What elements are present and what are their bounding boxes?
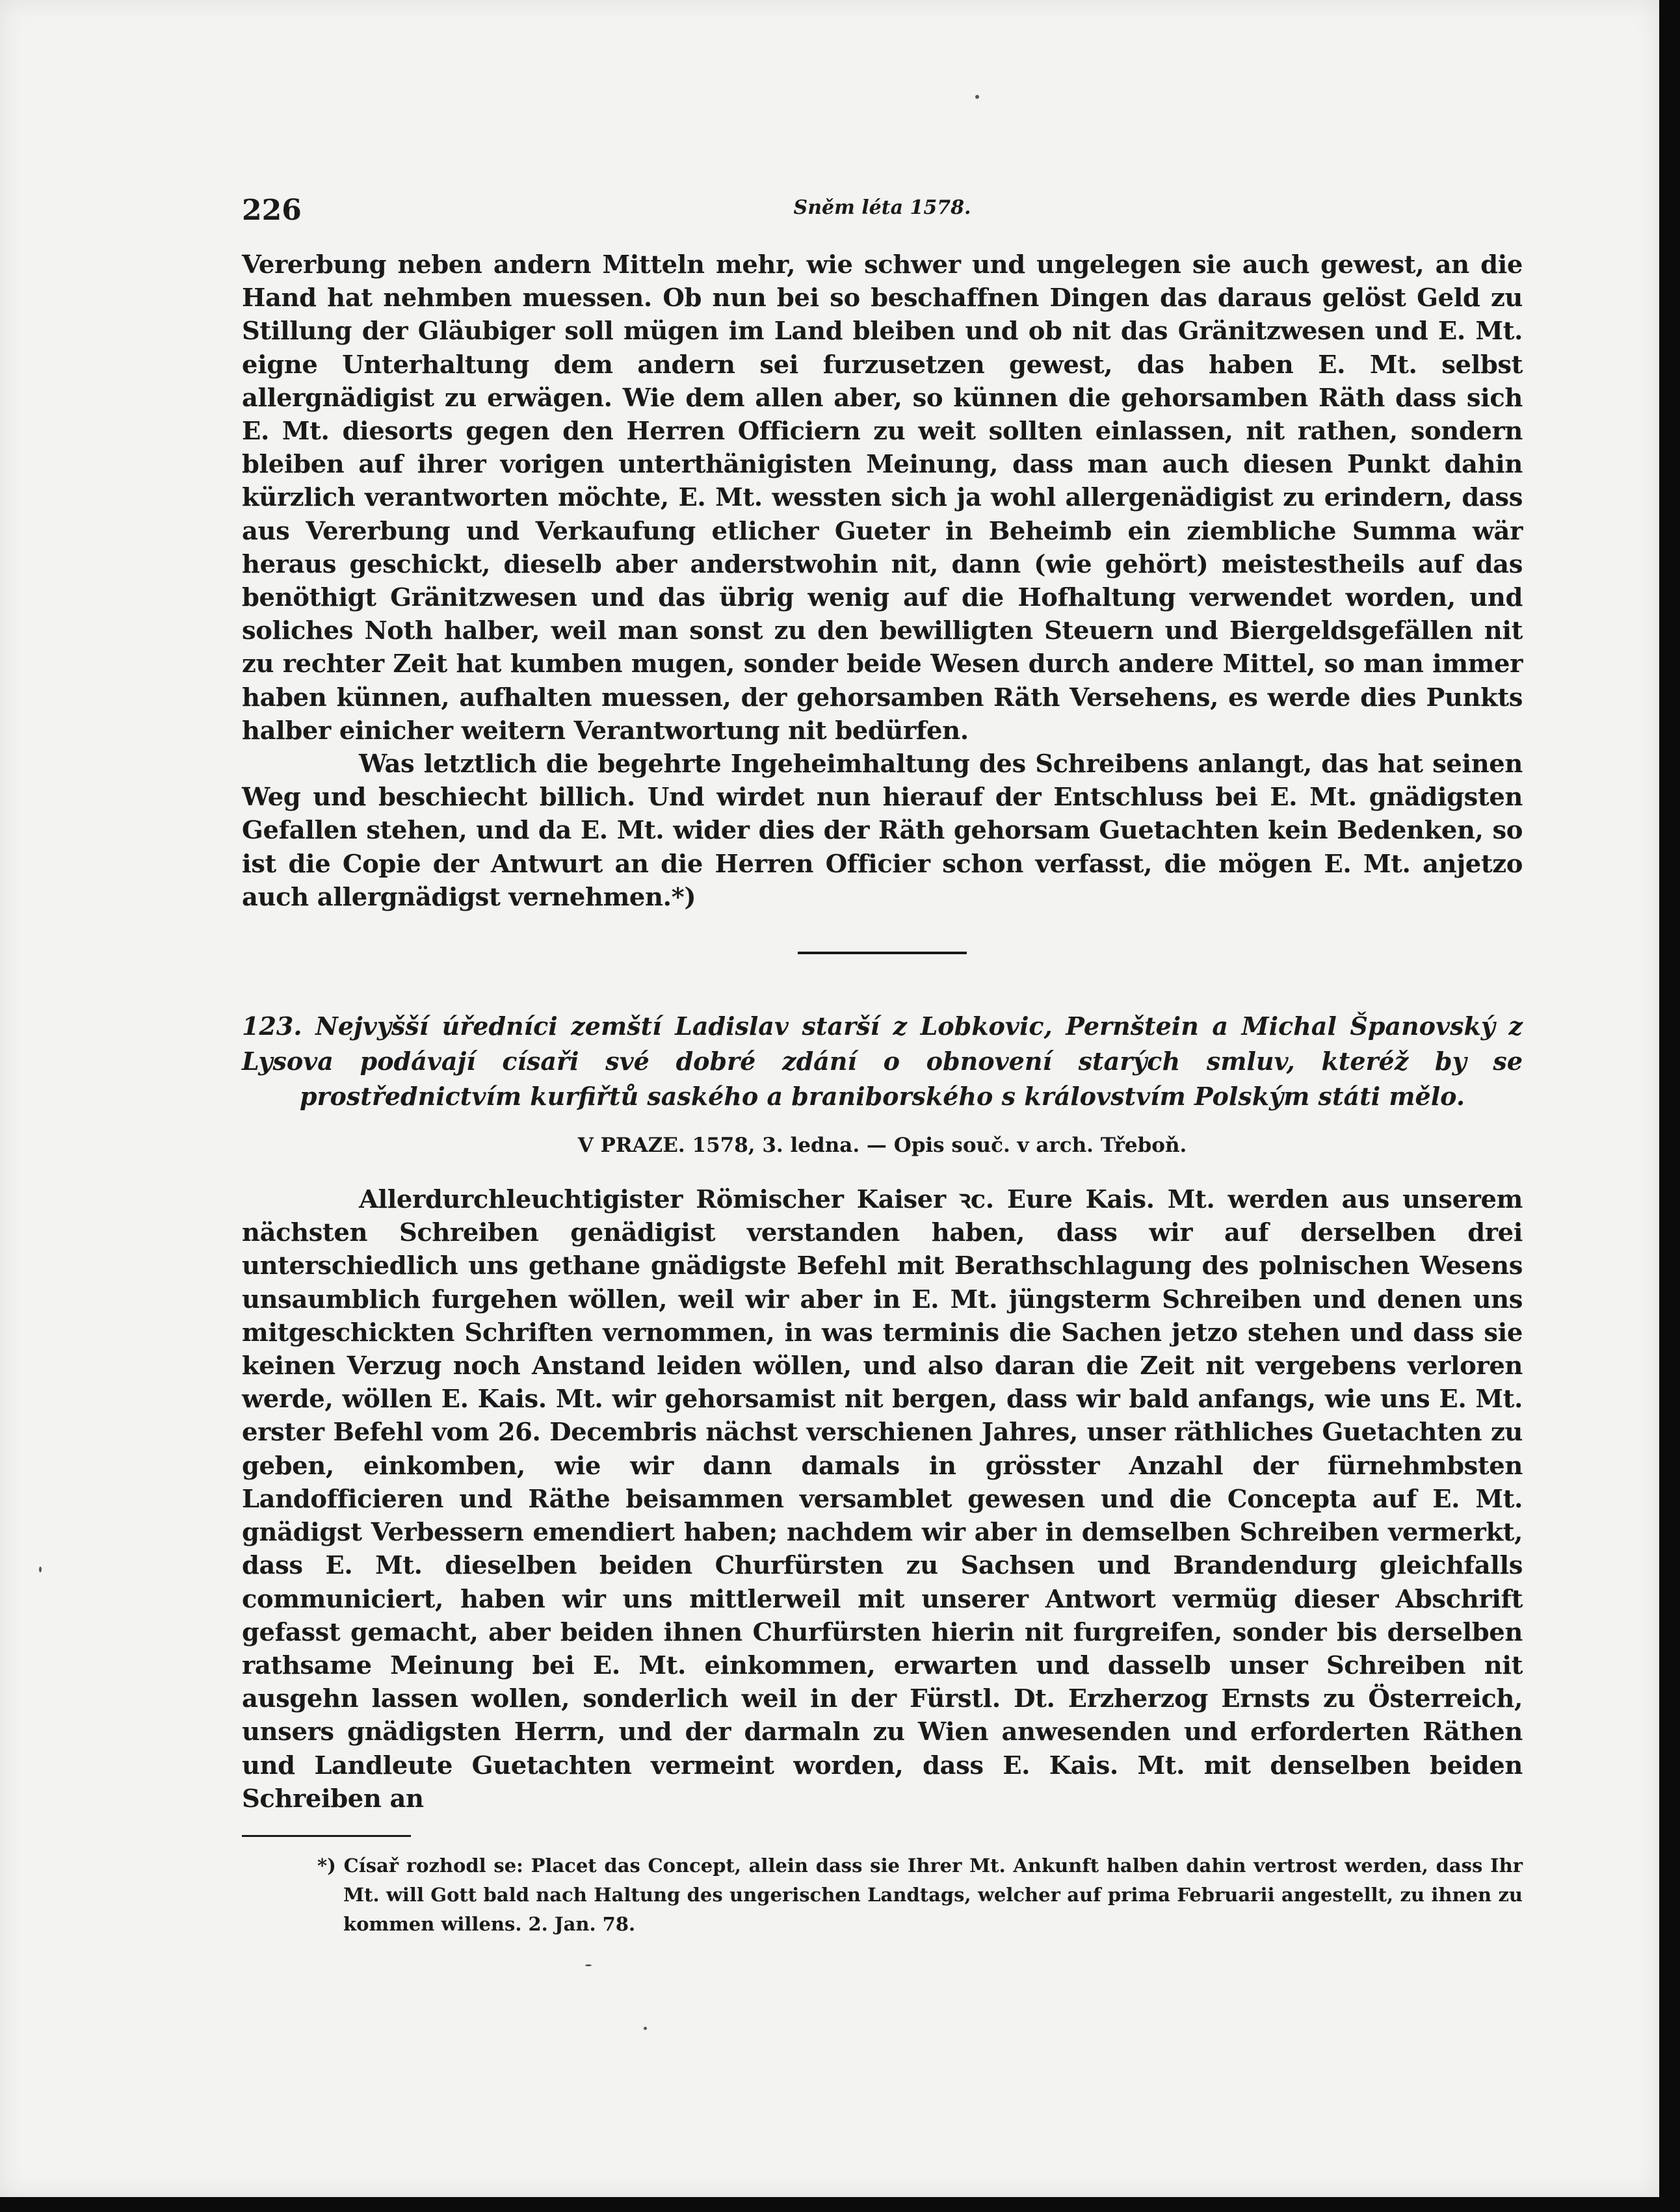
footnote: *) Císař rozhodl se: Placet das Concept, allein dass sie Ihrer Mt. Ankunft halben dahin vertrost werden, dass Ihr Mt. will Gott bald nach Haltung des ungerischen Landtags, welcher auf prima Februarii angestellt, zu ihnen zu kommen willens. 2. Jan. 78. xyxy=(317,1854,1523,1935)
scan-speck xyxy=(975,95,979,99)
letter-body: Allerdurchleuchtigister Römischer Kaiser ꝛc. Eure Kais. Mt. werden aus unserem nächsten Schreiben genädigist verstanden haben, dass wir auf derselben drei unterschiedlich uns gethane gnädigste Befehl mit Berathschlagung des polnischen Wesens unsaumblich furgehen wöllen, weil wir aber in E. Mt. jüngsterm Schreiben und denen uns mitgeschickten Schriften vernommen, in was terminis die Sachen jetzo stehen und dass sie keinen Verzug noch Anstand leiden wöllen, und also daran die Zeit nit vergebens verloren werde, wöllen E. Kais. Mt. wir gehorsamist nit bergen, dass wir bald anfangs, wie uns E. Mt. erster Befehl vom 26. Decembris nächst verschienen Jahres, unser räthliches Guetachten zu geben, einkomben, wie wir dann damals in grösster Anzahl der fürnehmbsten Landofficieren und Räthe beisammen versamblet gewesen und die Concepta auf E. Mt. gnädigst Verbessern emendiert haben; nachdem wir aber in demselben Schreiben vermerkt, dass E. Mt. dieselben beiden Churfürsten zu Sachsen und Brandendurg gleichfalls communiciert, haben wir uns mittlerweil mit unserer Antwort vermüg dieser Abschrift gefasst gemacht, aber beiden ihnen Churfürsten hierin nit furgreifen, sonder bis derselben rathsame Meinung bei E. Mt. einkommen, erwarten und dasselb unser Schreiben nit ausgehn lassen wollen, sonderlich weil in der Fürstl. Dt. Erzherzog Ernsts zu Österreich, unsers gnädigsten Herrn, und der darmaln zu Wien anwesenden und erforderten Räthen und Landleute Guetachten vermeint worden, dass E. Kais. Mt. mit denselben beiden Schreiben an xyxy=(242,1185,1523,1814)
running-head xyxy=(242,189,1523,234)
document-heading: 123. Nejvyšší úředníci zemští Ladislav starší z Lobkovic, Pernštein a Michal Španovský z Lysova podávají císaři své dobré zdání o obnovení starých smluv, kteréž by se prostřednictvím kurfiřtů saského a braniborského s královstvím Polským státi mělo. xyxy=(242,1011,1523,1112)
document-date-line: V PRAZE. 1578, 3. ledna. — Opis souč. v arch. Třeboň. xyxy=(577,1134,1187,1158)
scan-speck xyxy=(585,1964,592,1966)
scan-speck xyxy=(39,1567,42,1572)
section-divider xyxy=(798,952,967,954)
page-number: 226 xyxy=(242,194,302,227)
page-content xyxy=(242,189,1523,1958)
footnote-divider xyxy=(242,1835,411,1837)
continued-paragraph: Vererbung neben andern Mitteln mehr, wie schwer und ungelegen sie auch gewest, an die Hand hat nehmben muessen. Ob nun bei so beschaffnen Dingen das daraus gelöst Geld zu Stillung der Gläubiger soll mügen im Land bleiben und ob nit das Gränitzwesen und E. Mt. eigne Unterhaltung dem andern sei furzusetzen gewest, das haben E. Mt. selbst allergnädigist zu erwägen. Wie dem allen aber, so künnen die gehorsamben Räth dass sich E. Mt. diesorts gegen den Herren Officiern zu weit sollten einlassen, nit rathen, sondern bleiben auf ihrer vorigen unterthänigisten Meinung, dass man auch diesen Punkt dahin kürzlich verantworten möchte, E. Mt. wessten sich ja wohl allergenädigist zu erindern, dass aus Vererbung und Verkaufung etlicher Gueter in Beheimb ein ziembliche Summa wär heraus geschickt, dieselb aber anderstwohin nit, dann (wie gehört) meistestheils auf das benöthigt Gränitzwesen und das übrig wenig auf die Hofhaltung verwendet worden, und soliches Noth halber, weil man sonst zu den bewilligten Steuern und Biergeldsgefällen nit zu rechter Zeit hat kumben mugen, sonder beide Wesen durch andere Mittel, so man immer haben künnen, aufhalten muessen, der gehorsamben Räth Versehens, es werde dies Punkts halber einicher weitern Verantwortung nit bedürfen. xyxy=(242,250,1523,746)
closing-paragraph: Was letztlich die begehrte Ingeheimhaltung des Schreibens anlangt, das hat seinen Weg und beschiecht billich. Und wirdet nun hierauf der Entschluss bei E. Mt. gnädigsten Gefallen stehen, und da E. Mt. wider dies der Räth gehorsam Guetachten kein Bedenken, so ist die Copie der Antwurt an die Herren Officier schon verfasst, die mögen E. Mt. anjetzo auch allergnädigst vernehmen.*) xyxy=(242,749,1523,912)
running-title: Sněm léta 1578. xyxy=(793,196,971,219)
scan-speck xyxy=(644,2027,647,2030)
